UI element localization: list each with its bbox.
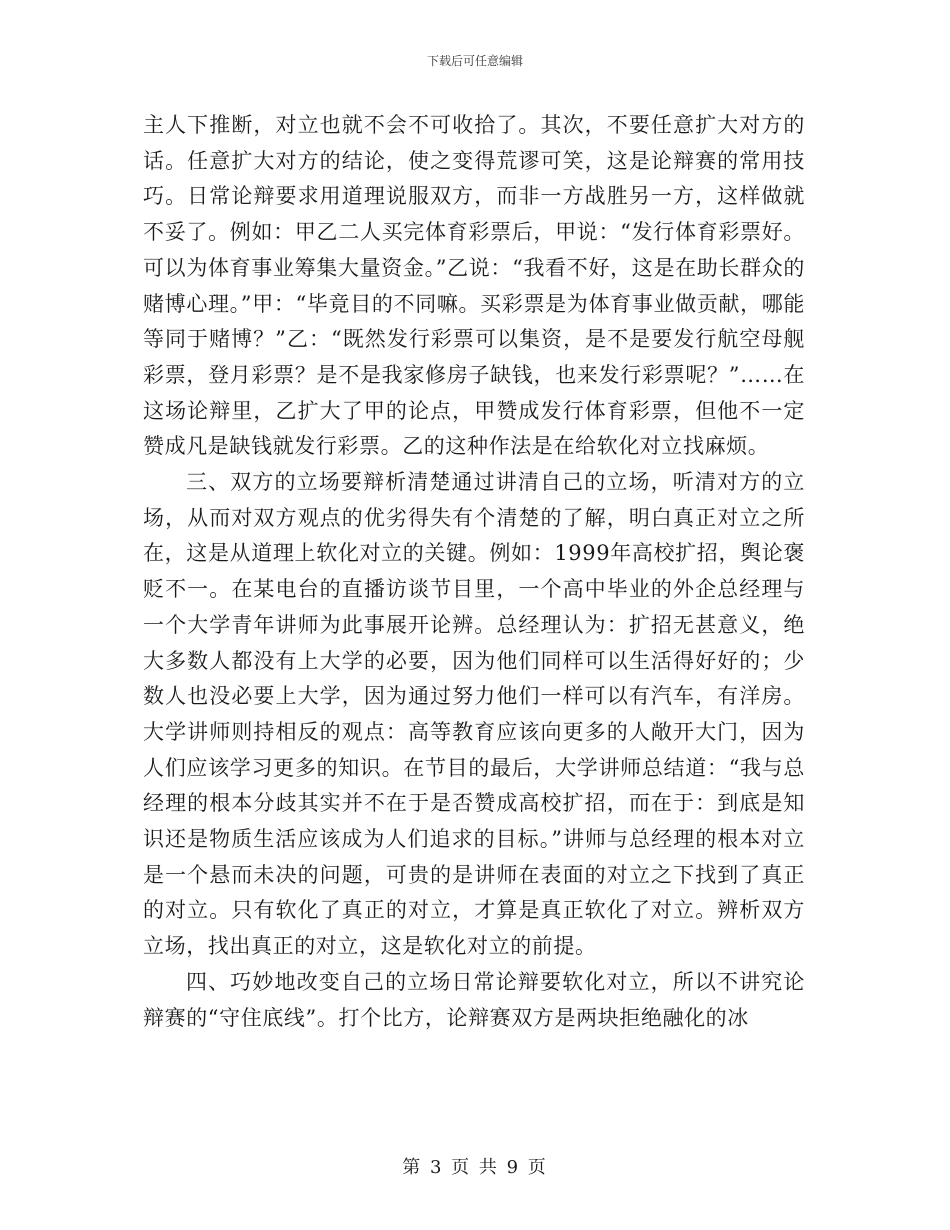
page-header: 下载后可任意编辑: [426, 54, 523, 68]
document-body: [143, 108, 805, 1036]
paragraph-1: 主人下推断，对立也就不会不可收拾了。其次，不要任意扩大对方的话。任意扩大对方的结论，使之变得荒谬可笑，这是论辩赛的常用技巧。日常论辩要求用道理说服双方，而非一方战胜另一方，这样做就不妥了。例如：甲乙二人买完体育彩票后，甲说：“发行体育彩票好。可以为体育事业筹集大量资金。”乙说：“我看不好，这是在助长群众的赌博心理。”甲：“毕竟目的不同嘛。买彩票是为体育事业做贡献，哪能等同于赌博？”乙：“既然发行彩票可以集资，是不是要发行航空母舰彩票，登月彩票？是不是我家修房子缺钱，也来发行彩票呢？”……在这场论辩里，乙扩大了甲的论点，甲赞成发行体育彩票，但他不一定赞成凡是缺钱就发行彩票。乙的这种作法是在给软化对立找麻烦。: [143, 113, 805, 459]
page-footer: 第 3 页 共 9 页: [402, 1157, 548, 1178]
paragraph-2: 三、双方的立场要辩析清楚通过讲清自己的立场，听清对方的立场，从而对双方观点的优劣得失有个清楚的了解，明白真正对立之所在，这是从道理上软化对立的关键。例如：1999年高校扩招，舆论褒贬不一。在某电台的直播访谈节目里，一个高中毕业的外企总经理与一个大学青年讲师为此事展开论辨。总经理认为：扩招无甚意义，绝大多数人都没有上大学的必要，因为他们同样可以生活得好好的；少数人也没必要上大学，因为通过努力他们一样可以有汽车，有洋房。大学讲师则持相反的观点：高等教育应该向更多的人敞开大门，因为人们应该学习更多的知识。在节目的最后，大学讲师总结道：“我与总经理的根本分歧其实并不在于是否赞成高校扩招，而在于：到底是知识还是物质生活应该成为人们追求的目标。”讲师与总经理的根本对立是一个悬而未决的问题，可贵的是讲师在表面的对立之下找到了真正的对立。只有软化了真正的对立，才算是真正软化了对立。辨析双方立场，找出真正的对立，这是软化对立的前提。: [143, 470, 805, 959]
paragraph-3: 四、巧妙地改变自己的立场日常论辩要软化对立，所以不讲究论辩赛的“守住底线”。打个比方，论辩赛双方是两块拒绝融化的冰: [143, 969, 805, 1030]
